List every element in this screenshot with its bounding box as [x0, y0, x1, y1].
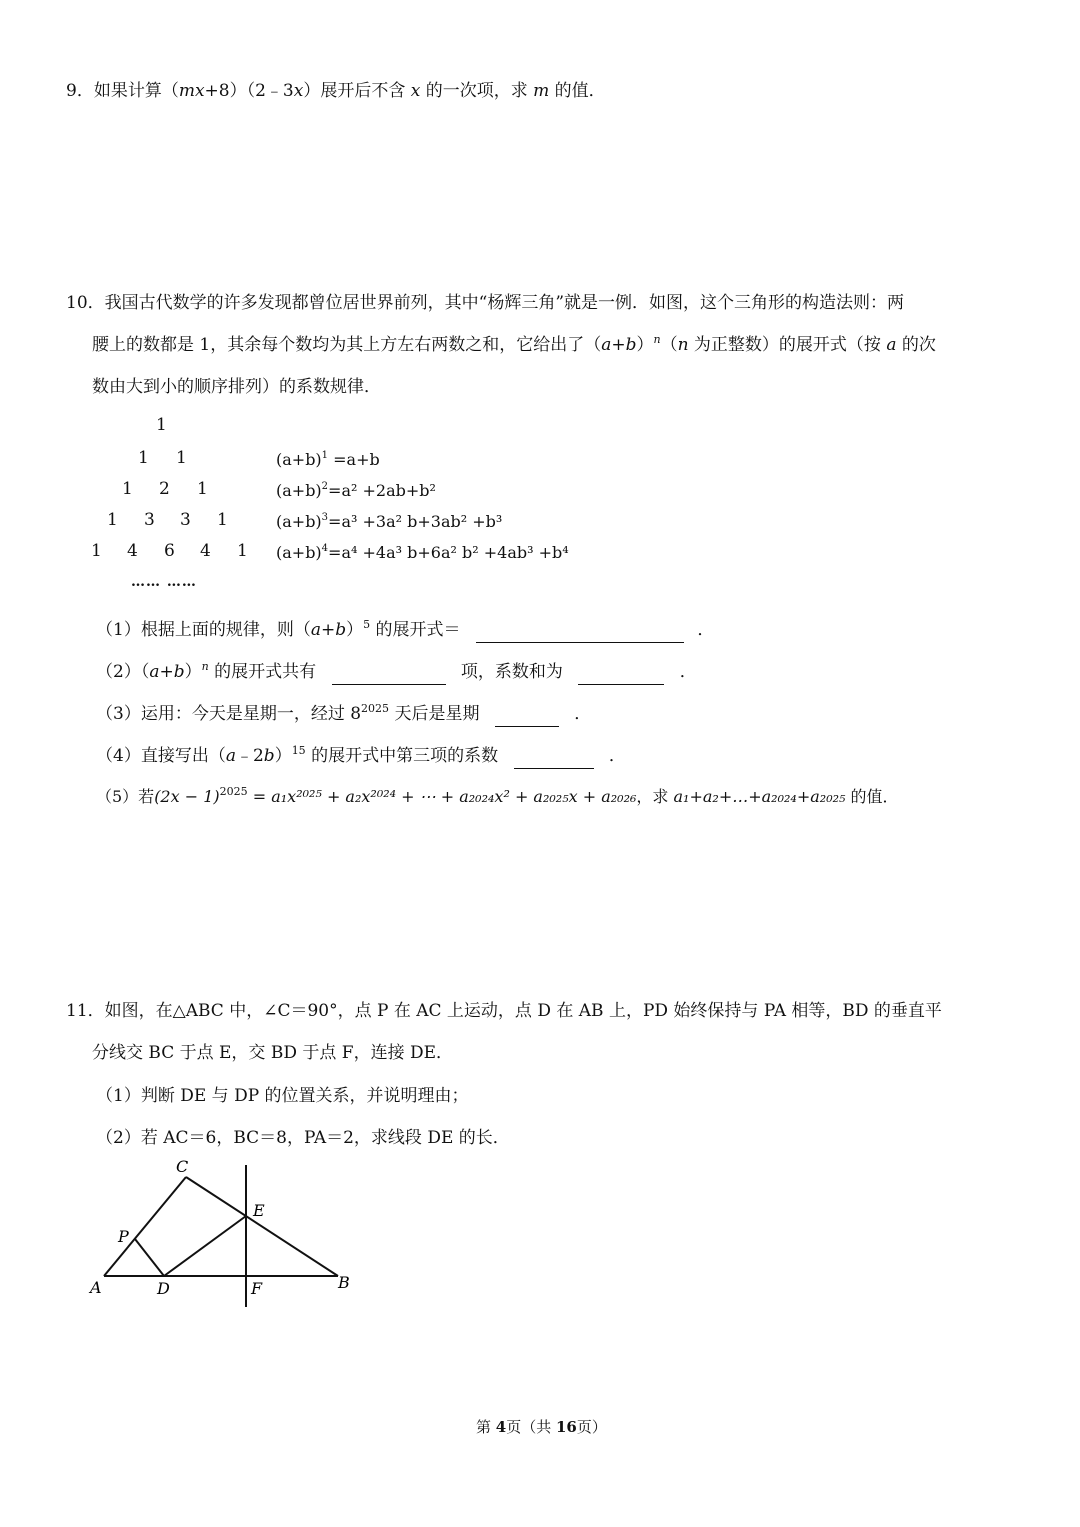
tri-cell: 1 [237, 541, 248, 561]
q11-sub1: （1）判断 DE 与 DP 的位置关系，并说明理由； [96, 1086, 469, 1106]
tri-cell: 3 [144, 510, 155, 530]
label-A: A [90, 1278, 102, 1297]
label-D: D [157, 1279, 170, 1298]
tri-cell: 1 [107, 510, 118, 530]
q10-sub2: $(2)(a+b)^n$ 的展开式共有 项，系数和为 ． [96, 657, 697, 685]
answer-blank[interactable] [332, 664, 446, 685]
q11-sub2: （2）若 AC＝6，BC＝8，PA＝2，求线段 DE 的长． [96, 1128, 510, 1148]
expansion-3: $(a+b)^3=a^3 +3a^2$ b+3ab² +b³ [276, 512, 503, 531]
segment-PD [135, 1239, 164, 1276]
page-footer: 第 4页（共 16页） [476, 1418, 607, 1436]
segment-AC [104, 1177, 186, 1276]
tri-cell: 4 [200, 541, 211, 561]
answer-blank[interactable] [495, 706, 559, 727]
tri-cell: 1 [176, 448, 187, 468]
label-E: E [253, 1201, 265, 1220]
q10-sub5: （5）若$(2x - 1)^{2025} = a_1x^{2025} + a_2x^{2024}$ + ⋯ + a₂₀₂₄x² + a₂₀₂₅x + a₂₀₂₆，求 a₁+a₂+…+a₂₀₂₄+a₂₀₂₅ 的值． [96, 785, 899, 806]
label-C: C [176, 1157, 189, 1176]
tri-cell: 1 [217, 510, 228, 530]
q10-sub3: （3）运用：今天是星期一，经过 $8^{2025}$ 天后是星期 ． [96, 699, 591, 727]
q10-line1: 10．我国古代数学的许多发现都曾位居世界前列，其中“杨辉三角”就是一例．如图，这个三角形的构造法则：两 [66, 293, 905, 313]
triangle-figure [80, 1152, 370, 1312]
answer-blank[interactable] [476, 622, 684, 643]
expansion-2: $(a+b)^2=a^2 +2ab+b^2$ [276, 481, 436, 500]
q10-line3: 数由大到小的顺序排列）的系数规律． [92, 377, 381, 397]
label-P: P [118, 1227, 129, 1246]
tri-cell: 1 [91, 541, 102, 561]
tri-ellipsis: …… …… [131, 574, 197, 590]
q10-sub4: （4）直接写出（a﹣2b）$^{15}$ 的展开式中第三项的系数 ． [96, 741, 626, 769]
q9-text: 9．如果计算（mx+8）（2﹣3x）展开后不含 x 的一次项，求 m 的值． [66, 81, 606, 101]
q10-sub1: （1）根据上面的规律，则$(a+b)^5$ 的展开式＝ ． [96, 615, 714, 643]
segment-CB [186, 1177, 338, 1276]
segment-DE [164, 1216, 246, 1276]
tri-cell: 6 [164, 541, 175, 561]
label-F: F [251, 1279, 263, 1298]
answer-blank[interactable] [514, 748, 594, 769]
expansion-4: $(a+b)^4=a^4 +4a^3$ b+6a² b² +4ab³ +b⁴ [276, 543, 569, 562]
tri-cell: 3 [180, 510, 191, 530]
tri-cell: 1 [138, 448, 149, 468]
answer-blank[interactable] [578, 664, 664, 685]
q11-line2: 分线交 BC 于点 E，交 BD 于点 F，连接 DE． [92, 1043, 454, 1063]
tri-cell: 1 [122, 479, 133, 499]
tri-cell: 1 [197, 479, 208, 499]
tri-cell: 4 [127, 541, 138, 561]
label-B: B [338, 1273, 350, 1292]
expansion-1: $(a+b)^1 =a+b$ [276, 450, 380, 469]
tri-cell: 1 [156, 415, 167, 435]
q11-line1: 11．如图，在△ABC 中，∠C＝90°，点 P 在 AC 上运动，点 D 在 AB 上，PD 始终保持与 PA 相等，BD 的垂直平 [66, 1001, 942, 1021]
tri-cell: 2 [159, 479, 170, 499]
q10-line2: 腰上的数都是 1，其余每个数均为其上方左右两数之和，它给出了$(a+b)^n(n$ 为正整数）的展开式（按 a 的次 [92, 333, 936, 355]
